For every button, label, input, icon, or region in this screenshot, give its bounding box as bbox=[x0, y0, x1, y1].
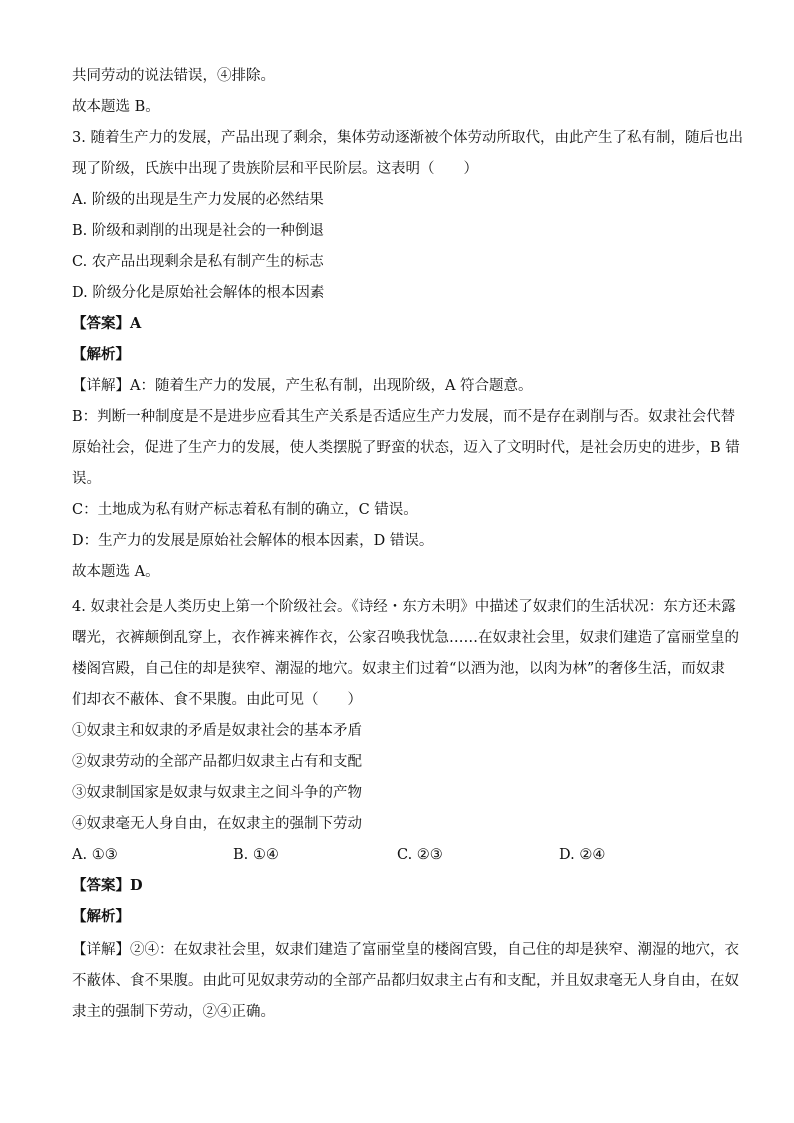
statement-3: ③奴隶制国家是奴隶与奴隶主之间斗争的产物 bbox=[72, 785, 362, 801]
option-a: A. 阶级的出现是生产力发展的必然结果 bbox=[72, 192, 324, 208]
question-4-stem: 曙光，衣裤颠倒乱穿上，衣作裤来裤作衣，公家召唤我忧急……在奴隶社会里，奴隶们建造了富丽堂皇的 bbox=[72, 630, 739, 646]
options-row bbox=[72, 845, 722, 865]
option-d: D. ②④ bbox=[559, 847, 606, 863]
explanation-line: 误。 bbox=[72, 471, 101, 487]
option-c: C. 农产品出现剩余是私有制产生的标志 bbox=[72, 254, 324, 270]
explanation-line: 隶主的强制下劳动，②④正确。 bbox=[72, 1004, 275, 1020]
question-4-stem: 楼阁宫殿，自己住的却是狭窄、潮湿的地穴。奴隶主们过着“以酒为池，以肉为林”的奢侈生活，而奴隶 bbox=[72, 661, 725, 677]
statement-4: ④奴隶毫无人身自由，在奴隶主的强制下劳动 bbox=[72, 816, 362, 832]
question-4-stem: 们却衣不蔽体、食不果腹。由此可见（ ） bbox=[72, 692, 362, 708]
answer-label: 【答案】D bbox=[72, 877, 143, 894]
statement-2: ②奴隶劳动的全部产品都归奴隶主占有和支配 bbox=[72, 754, 362, 770]
explanation-line: 【详解】②④：在奴隶社会里，奴隶们建造了富丽堂皇的楼阁宫毁，自己住的却是狭窄、潮湿的地穴，衣 bbox=[72, 942, 739, 958]
explanation-line: B：判断一种制度是不是进步应看其生产关系是否适应生产力发展，而不是存在剥削与否。奴隶社会代替 bbox=[72, 409, 736, 425]
text-line: 共同劳动的说法错误，④排除。 bbox=[72, 68, 275, 84]
question-3-stem: 3. 随着生产力的发展，产品出现了剩余，集体劳动逐渐被个体劳动所取代，由此产生了私有制，随后也出 bbox=[72, 130, 743, 146]
explanation-line: D：生产力的发展是原始社会解体的根本因素，D 错误。 bbox=[72, 533, 434, 549]
statement-1: ①奴隶主和奴隶的矛盾是奴隶社会的基本矛盾 bbox=[72, 723, 362, 739]
question-3-stem: 现了阶级，氏族中出现了贵族阶层和平民阶层。这表明（ ） bbox=[72, 161, 478, 177]
explanation-line: 不蔽体、食不果腹。由此可见奴隶劳动的全部产品都归奴隶主占有和支配，并且奴隶毫无人身自由，在奴 bbox=[72, 973, 739, 989]
answer-label: 【答案】A bbox=[72, 315, 142, 332]
option-c: C. ②③ bbox=[397, 847, 443, 863]
option-d: D. 阶级分化是原始社会解体的根本因素 bbox=[72, 285, 325, 301]
explanation-line: 原始社会，促进了生产力的发展，使人类摆脱了野蛮的状态，迈入了文明时代，是社会历史的进步，B 错 bbox=[72, 440, 740, 456]
explanation-line: 【详解】A：随着生产力的发展，产生私有制，出现阶级，A 符合题意。 bbox=[72, 378, 533, 394]
text-line: 故本题选 B。 bbox=[72, 99, 160, 115]
text-line: 故本题选 A。 bbox=[72, 564, 160, 580]
question-4-stem: 4. 奴隶社会是人类历史上第一个阶级社会。《诗经・东方未明》中描述了奴隶们的生活状况：东方还未露 bbox=[72, 599, 736, 615]
option-b: B. ①④ bbox=[233, 847, 279, 863]
explanation-line: C：土地成为私有财产标志着私有制的确立，C 错误。 bbox=[72, 502, 418, 518]
analysis-label: 【解析】 bbox=[72, 908, 130, 925]
option-b: B. 阶级和剥削的出现是社会的一种倒退 bbox=[72, 223, 324, 239]
analysis-label: 【解析】 bbox=[72, 346, 130, 363]
option-a: A. ①③ bbox=[72, 847, 118, 863]
